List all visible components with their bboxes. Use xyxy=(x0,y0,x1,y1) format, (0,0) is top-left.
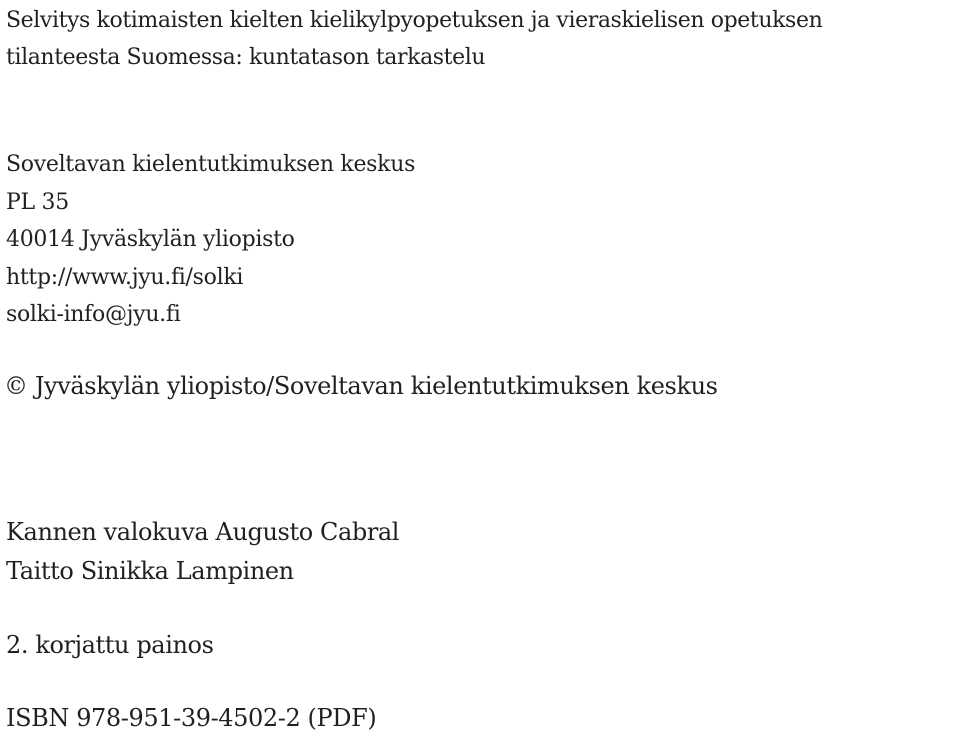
publisher-address xyxy=(6,146,415,334)
edition-note: 2. korjattu painos xyxy=(6,631,214,659)
email-link[interactable]: solki-info@jyu.fi xyxy=(6,302,181,327)
publication-title xyxy=(6,2,822,76)
layout-credit: Taitto Sinikka Lampinen xyxy=(6,557,294,585)
title-line-1: Selvitys kotimaisten kielten kielikylpyopetuksen ja vieraskielisen opetuksen xyxy=(6,8,823,33)
organization-name: Soveltavan kielentutkimuksen keskus xyxy=(6,152,416,177)
po-box: PL 35 xyxy=(6,189,69,215)
website-link[interactable]: http://www.jyu.fi/solki xyxy=(6,264,244,290)
credits xyxy=(6,513,399,591)
copyright-notice: © Jyväskylän yliopisto/Soveltavan kielentutkimuksen keskus xyxy=(4,372,718,400)
isbn-number: ISBN 978-951-39-4502-2 (PDF) xyxy=(6,704,377,732)
postal-address: 40014 Jyväskylän yliopisto xyxy=(6,227,295,252)
title-line-2: tilanteesta Suomessa: kuntatason tarkastelu xyxy=(6,45,486,70)
cover-photo-credit: Kannen valokuva Augusto Cabral xyxy=(6,518,400,546)
